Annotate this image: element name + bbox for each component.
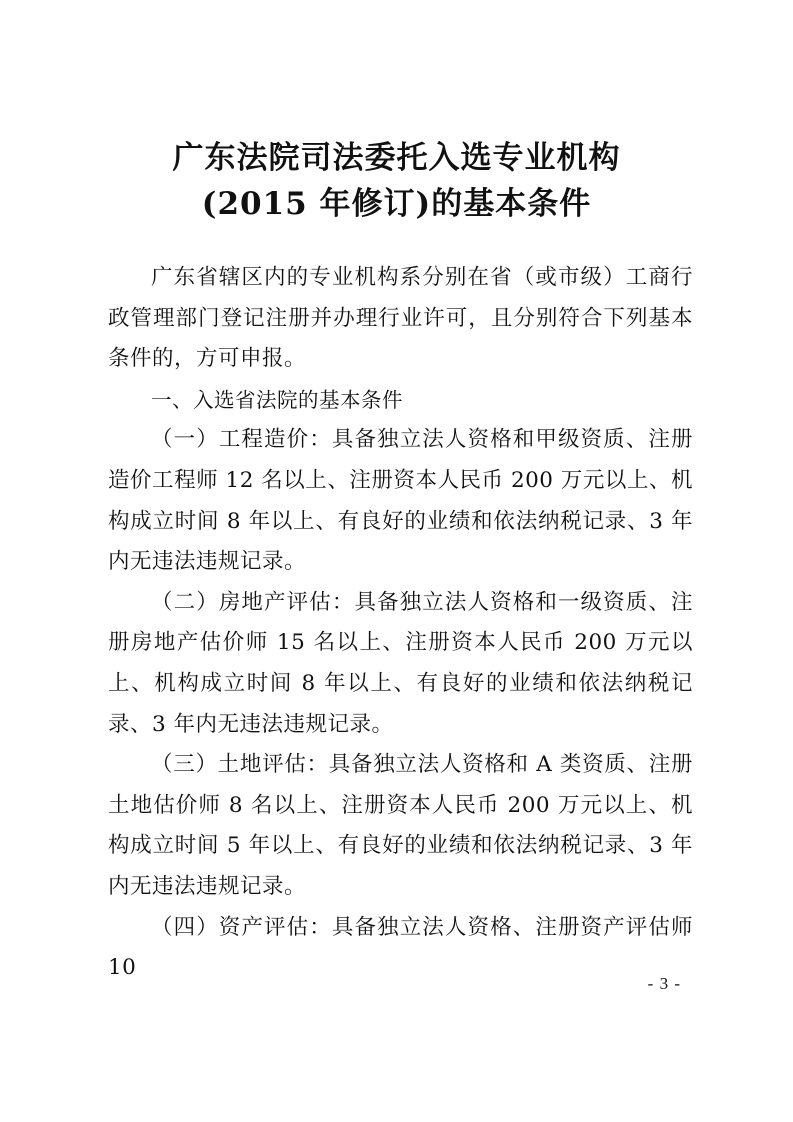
section-heading: 一、入选省法院的基本条件 [151, 387, 403, 412]
document-title-line-1: 广东法院司法委托入选专业机构 [172, 140, 621, 176]
intro-paragraph: 广东省辖区内的专业机构系分别在省（或市级）工商行政管理部门登记注册并办理行业许可，且分别符合下列基本条件的，方可申报。 [108, 265, 693, 372]
document-title-line-2: (2015 年修订)的基本条件 [201, 186, 592, 222]
item-paragraph-4: （四）资产评估：具备独立法人资格、注册资产评估师 10 [108, 914, 693, 981]
document-body [108, 258, 693, 989]
item-paragraph-1: （一）工程造价：具备独立法人资格和甲级资质、注册造价工程师 12 名以上、注册资本人民币 200 万元以上、机构成立时间 8 年以上、有良好的业绩和依法纳税记录、3 年内无违法违规记录。 [108, 427, 693, 575]
item-paragraph-2: （二）房地产评估：具备独立法人资格和一级资质、注册房地产估价师 15 名以上、注册资本人民币 200 万元以上、机构成立时间 8 年以上、有良好的业绩和依法纳税记录、3 年内无违法违规记录。 [108, 589, 693, 737]
item-paragraph-3: （三）土地评估：具备独立法人资格和 A 类资质、注册土地估价师 8 名以上、注册资本人民币 200 万元以上、机构成立时间 5 年以上、有良好的业绩和依法纳税记录、3 年内无违法违规记录。 [108, 752, 693, 899]
page-number: - 3 - [647, 974, 681, 993]
